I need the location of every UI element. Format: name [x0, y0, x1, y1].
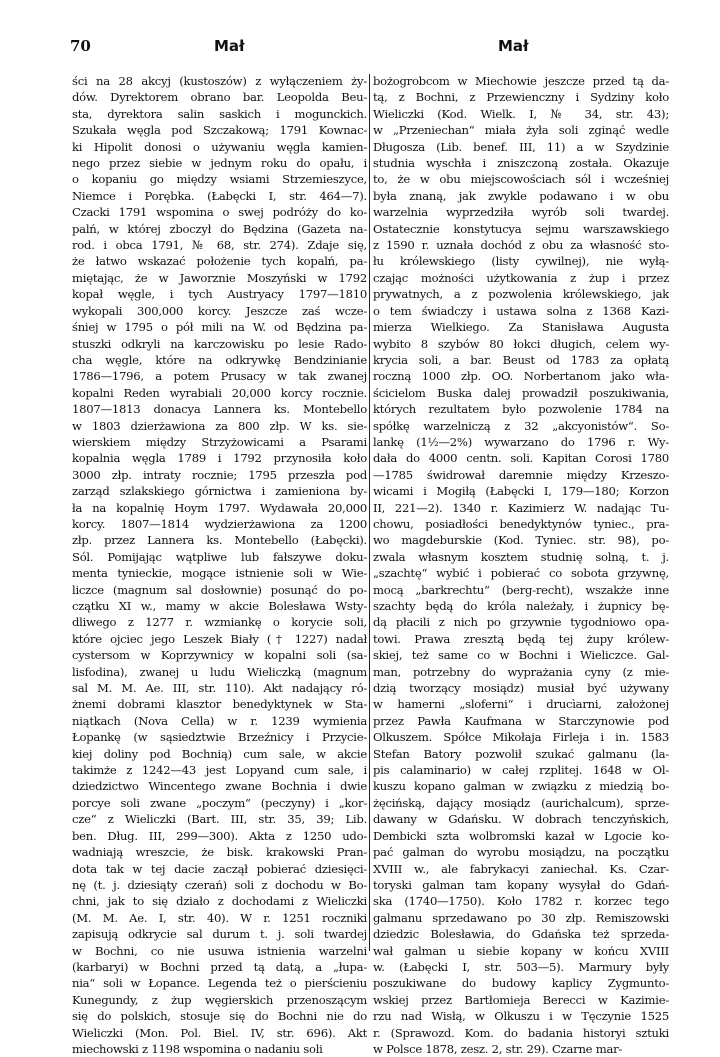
text-line: Wieliczki (Mon. Pol. Biel. IV, str. 696). Akt	[72, 1025, 367, 1040]
text-line: dów. Dyrektorem obrano bar. Leopolda Beu-	[72, 90, 367, 105]
text-line: w „Przeniechan“ miała żyła soli zginąć wedle	[373, 123, 669, 138]
text-line: Łopankę (w sąsiedztwie Brzeźnicy i Przycie-	[72, 730, 367, 745]
text-line: menta tynieckie, mogące istnienie soli w Wie-	[72, 566, 367, 581]
text-line: ścicielom Buska dalej prowadził poszukiwania,	[373, 385, 669, 400]
text-line: Czacki 1791 wspomina o swej podróży do ko-	[72, 205, 367, 220]
running-head-left: Mał	[214, 37, 245, 55]
text-line: dawany w Gdańsku. W dobrach tenczyńskich,	[373, 812, 669, 827]
text-line: 3000 złp. intraty rocznie; 1795 przeszła pod	[72, 467, 367, 482]
text-line: Wieliczki (Kod. Wielk. I, № 34, str. 43);	[373, 106, 669, 121]
text-line: cha węgle, które na odkrywkę Bendzinianie	[72, 352, 367, 367]
text-line: liczce (magnum sal dosłownie) posunąć do po-	[72, 582, 367, 597]
text-line: śniej w 1795 o pół mili na W. od Będzina pa-	[72, 320, 367, 335]
text-line: palń, w której zboczył do Będzina (Gazeta na-	[72, 221, 367, 236]
text-line: czątku XI w., mamy w akcie Bolesława Wsty-	[72, 599, 367, 613]
running-head-right: Mał	[498, 37, 529, 55]
text-line: skiej, też same co w Bochni i Wieliczce. Gal-	[373, 648, 669, 663]
text-line: kiej doliny pod Bochnią) cum sale, w akcie	[72, 746, 367, 761]
text-line: 1807—1813 donacya Lannera ks. Montebello	[72, 402, 367, 417]
text-line: XVIII w., ale fabrykacyi zaniechał. Ks. Czar-	[373, 861, 669, 876]
text-line: dzią tworzący mosiądz) musiał być używany	[373, 681, 669, 696]
text-line: Długosza (Lib. benef. III, 11) a w Szydzinie	[373, 139, 669, 154]
text-line: dliwego z 1277 r. wzmiankę o korycie soli,	[72, 615, 367, 630]
text-line: które ojciec jego Leszek Biały († 1227) nadał	[72, 631, 367, 646]
text-line: (M. M. Ae. I, str. 40). W r. 1251 roczniki	[72, 910, 367, 925]
text-line: z 1590 r. uznała dochód z obu za własność sto-	[373, 238, 669, 253]
text-line: studnia wyschła i zniszczoną została. Okazuje	[373, 156, 669, 171]
text-line: o kopaniu go między wsiami Strzemieszyce,	[72, 172, 367, 187]
text-line: dziedzictwo Wincentego zwane Bochnia i dwie	[72, 779, 367, 794]
text-line: w Bochni, co nie usuwa istnienia warzelni	[72, 943, 367, 958]
text-line: sta, dyrektora salin saskich i mogunckich.	[72, 106, 367, 121]
text-line: wykopali 300,000 korcy. Jeszcze zaś wcze-	[72, 303, 367, 318]
text-line: że łatwo wskazać położenie tych kopalń, pa-	[72, 254, 367, 269]
text-line: II, 221—2). 1340 r. Kazimierz W. nadając Tu-	[373, 500, 669, 515]
text-line: porcye soli zwane „poczym“ (peczyny) i „kor-	[72, 795, 367, 810]
text-line: ła na kopalnię Hoym 1797. Wydawała 20,000	[72, 500, 367, 515]
text-line: takimże z 1242—43 jest Lopyand cum sale, i	[72, 763, 367, 778]
text-line: lisfodina), zwanej u ludu Wieliczką (magnum	[72, 664, 367, 679]
text-column-right	[373, 73, 669, 1057]
text-line: toryski galman tam kopany wysyłał do Gdań-	[373, 877, 669, 892]
text-line: żnemi dobrami klasztor benedyktynek w Sta-	[72, 697, 367, 712]
text-line: Niemce i Porębka. (Łabęcki I, str. 464—7).	[72, 188, 367, 203]
text-line: ska (1740—1750). Koło 1782 r. korzec tego	[373, 894, 669, 909]
text-line: Sól. Pomijając wątpliwe lub fałszywe doku-	[72, 549, 367, 564]
text-line: żęcińską, dający mosiądz (aurichalcum), sprze-	[373, 795, 669, 810]
text-line: złp. przez Lannera ks. Montebello (Łabęcki).	[72, 533, 367, 548]
text-line: mocą „barkrechtu“ (berg-recht), wszakże inne	[373, 582, 669, 597]
text-line: wskiej przez Bartłomieja Berecci w Kazimie-	[373, 992, 669, 1007]
text-line: chni, jak to się działo z dochodami z Wieliczki	[72, 894, 367, 909]
text-line: man, potrzebny do wyprażania cyny (z mie-	[373, 664, 669, 679]
text-line: Dembicki szta wolbromski kazał w Lgocie ko-	[373, 828, 669, 843]
text-line: zwala własnym kosztem studnię solną, t. j.	[373, 549, 669, 564]
text-line: łu królewskiego (listy cywilnej), nie wyłą-	[373, 254, 669, 269]
text-line: r. (Sprawozd. Kom. do badania historyi sztuki	[373, 1025, 669, 1040]
text-line: wicami i Mogiłą (Łabęcki I, 179—180; Korzon	[373, 484, 669, 499]
text-line: Ostatecznie konstytucya sejmu warszawskiego	[373, 221, 669, 236]
text-line: ki Hipolit donosi o używaniu węgla kamien-	[72, 139, 367, 154]
text-line: warzelnia wyprzedziła wyrób soli twardej.	[373, 205, 669, 220]
text-line: Olkuszem. Spółce Mikołaja Firleja i in. 1583	[373, 730, 669, 745]
text-line: wybito 8 szybów 80 łokci długich, celem wy-	[373, 336, 669, 351]
text-line: mierza Wielkiego. Za Stanisława Augusta	[373, 320, 669, 335]
text-line: cze“ z Wieliczki (Bart. III, str. 35, 39; Lib.	[72, 812, 367, 827]
page-number: 70	[70, 37, 91, 55]
text-line: stuszki odkryli na karczowisku po lesie Rado-	[72, 336, 367, 351]
text-line: których rezultatem było pozwolenie 1784 na	[373, 402, 669, 417]
text-line: rzu nad Wisłą, w Olkuszu i w Tęczynie 1525	[373, 1009, 669, 1024]
text-line: 1786—1796, a potem Prusacy w tak zwanej	[72, 369, 367, 384]
text-line: kuszu kopano galman w związku z miedzią bo-	[373, 779, 669, 794]
text-line: wierskiem między Strzyżowicami a Psarami	[72, 434, 367, 449]
text-line: prywatnych, a z pozwolenia królewskiego, jak	[373, 287, 669, 302]
column-divider	[369, 74, 370, 951]
text-line: dota tak w tej dacie zaczął pobierać dziesięci-	[72, 861, 367, 876]
text-line: Stefan Batory pozwolił szukać galmanu (la-	[373, 746, 669, 761]
text-line: w hamerni „sloferni“ i drucìarni, założonej	[373, 697, 669, 712]
text-line: kopał węgle, i tych Austryacy 1797—1810	[72, 287, 367, 302]
text-line: dziedzic Bolesławia, do Gdańska też sprzeda-	[373, 927, 669, 942]
text-line: nę (t. j. dziesiąty czerań) soli z dochodu w Bo-	[72, 877, 367, 892]
text-line: w 1803 dzierżawiona za 800 złp. W ks. sie-	[72, 418, 367, 433]
text-line: o tem świadczy i ustawa solna z 1368 Kazi-	[373, 303, 669, 318]
text-line: szachty będą do króla należały, i żupnicy bę-	[373, 599, 669, 613]
text-line: to, że w obu miejscowościach sól i wcześniej	[373, 172, 669, 187]
page-header	[70, 37, 666, 57]
text-line: nego przez siebie w jednym roku do opału, i	[72, 156, 367, 171]
text-line: czając możności użytkowania z żup i przez	[373, 270, 669, 285]
text-line: kopalni Reden wyrabiali 20,000 korcy rocznie.	[72, 385, 367, 400]
text-line: korcy. 1807—1814 wydzierżawiona za 1200	[72, 516, 367, 531]
text-line: była znaną, jak zwykle podawano i w obu	[373, 188, 669, 203]
text-line: w. (Łabęcki I, str. 503—5). Marmury były	[373, 959, 669, 974]
text-line: w Polsce 1878, zesz. 2, str. 29). Czarne mar-	[373, 1041, 623, 1056]
text-line: krycia soli, a bar. Beust od 1783 za opłatą	[373, 352, 669, 367]
text-line: (karbaryi) w Bochni przed tą datą, a „łupa-	[72, 959, 367, 974]
text-line: sal M. M. Ae. III, str. 110). Akt nadający ró-	[72, 681, 367, 696]
text-line: dała do 4000 centn. soli. Kapitan Corosi 1780	[373, 451, 669, 466]
text-line: miechowski z 1198 wspomina o nadaniu soli	[72, 1041, 323, 1056]
text-line: chowu, posiadłości benedyktynów tyniec., pra-	[373, 516, 669, 531]
text-line: roczną 1000 złp. OO. Norbertanom jako wła-	[373, 369, 669, 384]
text-line: bożogrobcom w Miechowie jeszcze przed tą da-	[373, 74, 669, 88]
text-line: cystersom w Koprzywnicy w kopalni soli (sa-	[72, 648, 367, 663]
text-line: niątkach (Nova Cella) w r. 1239 wymienia	[72, 713, 367, 728]
text-line: pać galman do wyrobu mosiądzu, na początku	[373, 845, 669, 860]
text-line: miętając, że w Jaworznie Moszyński w 1792	[72, 270, 367, 285]
text-line: towi. Prawa zresztą będą tej żupy królew-	[373, 631, 669, 646]
text-line: galmanu sprzedawano po 30 złp. Remiszowski	[373, 910, 669, 925]
text-line: zapisują odkrycie sal durum t. j. soli twardej	[72, 927, 367, 942]
text-column-left	[72, 73, 367, 1057]
text-line: poszukiwane do budowy kaplicy Zygmunto-	[373, 976, 669, 991]
text-line: ben. Dług. III, 299—300). Akta z 1250 udo-	[72, 828, 367, 843]
text-line: dą płacili z nich po grzywnie tygodniowo opa-	[373, 615, 669, 630]
text-line: wo magdeburskie (Kod. Tyniec. str. 98), po-	[373, 533, 669, 548]
text-line: wadniają wreszcie, że bisk. krakowski Pran-	[72, 845, 367, 860]
text-line: pis calaminario) w całej rzplitej. 1648 w Ol-	[373, 763, 669, 778]
text-line: spółkę warzelniczą z 32 „akcyonistów“. So-	[373, 418, 669, 433]
text-line: przez Pawła Kaufmana w Starczynowie pod	[373, 713, 669, 728]
text-line: kopalnia węgla 1789 i 1792 przynosiła koło	[72, 451, 367, 466]
text-line: —1785 świdrował daremnie między Krzeszo-	[373, 467, 669, 482]
text-line: zarząd szlakskiego górnictwa i zamieniona by-	[72, 484, 367, 499]
text-line: Kunegundy, z żup węgierskich przenoszącym	[72, 992, 367, 1007]
text-line: tą, z Bochni, z Przewienczny i Sydziny koło	[373, 90, 669, 105]
text-line: rod. i obca 1791, № 68, str. 274). Zdaje się,	[72, 238, 367, 253]
text-line: nia“ soli w Łopance. Legenda też o pierścieniu	[72, 976, 367, 991]
text-line: Szukała węgla pod Szczakową; 1791 Kownac-	[72, 123, 367, 138]
text-line: lankę (1½—2%) wywarzano do 1796 r. Wy-	[373, 434, 669, 449]
text-line: się do polskich, stosuje się do Bochni nie do	[72, 1009, 367, 1024]
text-line: wał galman u siebie kopany w końcu XVIII	[373, 943, 669, 958]
text-line: ści na 28 akcyj (kustoszów) z wyłączeniem ży-	[72, 74, 367, 88]
text-line: „szachtę“ wybić i pobierać co sobota grzywnę,	[373, 566, 669, 581]
